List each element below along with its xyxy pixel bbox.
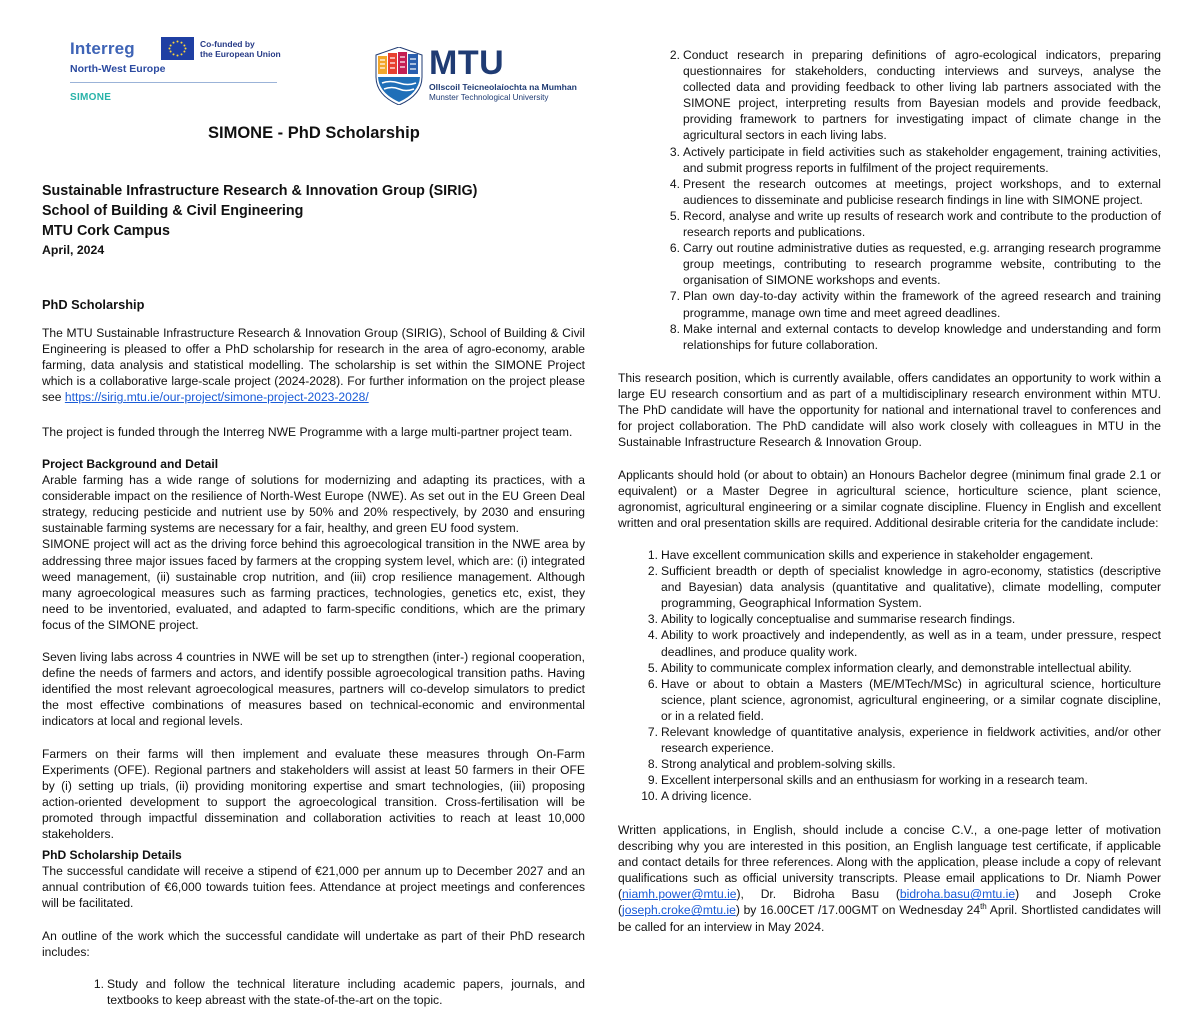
details-paragraph: The successful candidate will receive a stipend of €21,000 per annum up to December 2027 and an annual contribution of €6,000 towards tuition fees. Attendance at project meetings and conferences will be facilitated.	[42, 864, 585, 911]
email-link-niamh[interactable]: niamh.power@mtu.ie	[622, 887, 737, 902]
eu-flag-icon	[161, 37, 194, 60]
position-paragraph: This research position, which is currently available, offers candidates an opportunity to work within a large EU research consortium and as part of a multidisciplinary research environment within MTU. The PhD candidate will have the opportunity for national and international travel to conferences and for project collaboration. The PhD candidate will also work closely with colleagues in MTU in the Sustainable Infrastructure Research & Innovation Group.	[618, 371, 1161, 450]
mtu-shield-icon	[374, 47, 424, 105]
document-date: April, 2024	[42, 243, 105, 257]
farmers-paragraph: Farmers on their farms will then implement and evaluate these measures through On-Farm Experiments (OFE). Regional partners and stakeholders will assist at least 50 farmers in their OFE by (i) setting up trials, (ii) providing monitoring expertise and smart technologies, (iii) proposing action-oriented development to support the agroecological transition. Cross-fertilisation will be promoted through impactful dissemination and collaboration activities to reach at least 10,000 stakeholders.	[42, 747, 585, 842]
logo-divider	[70, 82, 277, 83]
document-title: SIMONE - PhD Scholarship	[208, 124, 420, 142]
list-item: 7. Plan own day-to-day activity within the framework of the agreed research and training programme, manage own time and meet agreed deadlines.	[669, 289, 1161, 320]
list-item: 10. A driving licence.	[641, 789, 752, 804]
list-item: 1. Study and follow the technical literature including academic papers, journals, and textbooks to keep abreast with the state-of-the-art on the topic.	[93, 977, 585, 1008]
intro-paragraph	[42, 325, 585, 405]
list-item: 5. Ability to communicate complex information clearly, and demonstrable intellectual ability.	[647, 660, 1132, 675]
applicants-paragraph: Applicants should hold (or about to obtain) an Honours Bachelor degree (minimum final grade 2.1 or equivalent) or a Master Degree in agricultural science, horticulture science, plant science, agronomist, agricultural engineering or a similar cognate discipline. Fluency in English and excellent written and oral presentation skills are required. Additional desirable criteria for the candidate include:	[618, 468, 1161, 531]
interreg-wordmark: Interreg	[70, 39, 135, 58]
list-item: 3. Ability to logically conceptualise and summarise research findings.	[647, 612, 1016, 627]
intro-text: The MTU Sustainable Infrastructure Research & Innovation Group (SIRIG), School of Building & Civil Engineering is pleased to offer a PhD scholarship for research in the area of agro-economy, arable farming, data analysis and statistical modelling. The scholarship is set within the SIMONE Project which is a collaborative large-scale project (2024-2028). For further information on the project please see	[42, 326, 585, 405]
list-item: 8. Make internal and external contacts to develop knowledge and understanding and form relationships for future collaboration.	[669, 321, 1161, 352]
list-item: 4. Present the research outcomes at meetings, project workshops, and to external audiences to disseminate and publicise research findings in line with SIMONE project.	[669, 176, 1161, 207]
outline-paragraph: An outline of the work which the successful candidate will undertake as part of their PhD research includes:	[42, 929, 585, 960]
funding-paragraph: The project is funded through the Interreg NWE Programme with a large multi-partner project team.	[42, 425, 573, 439]
background-paragraph: SIMONE project will act as the driving force behind this agroecological transition in the NWE area by addressing three major issues faced by farmers at the cropping system level, which are: (i) integrated weed management, (ii) sustainable crop nutrition, and (iii) crop resilience management. Although many agroecological measures such as farming practices, technologies, genetics etc, exist, they need to be inventoried, evaluated, and adapted to farm-specific conditions, which are the primary focus of the SIMONE project.	[42, 537, 585, 632]
project-link[interactable]: https://sirig.mtu.ie/our-project/simone-project-2023-2028/	[64, 390, 369, 405]
mtu-english-name: Munster Technological University	[429, 93, 549, 102]
eu-cofunded-text: Co-funded by the European Union	[200, 39, 281, 59]
background-heading: Project Background and Detail	[42, 457, 219, 471]
simone-wordmark: SIMONE	[70, 92, 112, 103]
details-heading: PhD Scholarship Details	[42, 848, 182, 862]
interreg-logo	[70, 36, 280, 106]
mtu-irish-name: Ollscoil Teicneolaíochta na Mumhan	[429, 82, 577, 92]
mtu-logo	[374, 44, 577, 105]
list-item: 5. Record, analyse and write up results of research work and contribute to the production of research reports and publications.	[669, 208, 1161, 240]
list-item: 4. Ability to work proactively and independently, as well as in a team, under pressure, respect deadlines, and produce quality work.	[647, 628, 1161, 659]
email-link-joseph[interactable]: joseph.croke@mtu.ie	[622, 903, 736, 918]
list-item: 1. Have excellent communication skills and experience in stakeholder engagement.	[647, 548, 1094, 562]
list-item: 7. Relevant knowledge of quantitative analysis, experience in fieldwork activities, and/or other research experience.	[647, 725, 1161, 756]
list-item: 3. Actively participate in field activities such as stakeholder engagement, training activities, and submit progress reports in fulfilment of the project requirements.	[669, 144, 1161, 175]
criteria-list	[641, 547, 1161, 805]
mtu-wordmark: MTU	[429, 44, 505, 82]
header-line: School of Building & Civil Engineering	[42, 203, 304, 219]
list-item: 9. Excellent interpersonal skills and an enthusiasm for working in a research team.	[647, 773, 1088, 788]
work-list-part-1	[93, 976, 585, 1008]
header-line: Sustainable Infrastructure Research & Innovation Group (SIRIG)	[42, 183, 478, 199]
list-item: 2. Sufficient breadth or depth of specialist knowledge in agro-economy, statistics (descriptive and Bayesian) data analysis (quantitative and qualitative), climate modelling, computer programming, Geographical Information System.	[647, 564, 1161, 611]
living-labs-paragraph: Seven living labs across 4 countries in NWE will be set up to strengthen (inter-) regional cooperation, define the needs of farmers and actors, and identify possible agroecological transition paths. Having identified the most relevant agroecological measures, partners will co-develop simulators to predict the most effective combinations of measures based on technical-economic and environmental indicators at local and regional levels.	[42, 650, 585, 729]
email-link-bidroha[interactable]: bidroha.basu@mtu.ie	[899, 887, 1016, 902]
application-paragraph: Written applications, in English, should include a concise C.V., a one-page letter of motivation describing why you are interested in this position, an English language test certificate, if applicable and contact details for three references. Along with the application, please include a copy of relevant qualifications such as official university transcripts. Please email applications to Dr. Niamh Power (niamh.power@mtu.ie), Dr. Bidroha Basu (bidroha.basu@mtu.ie) and Joseph Croke (joseph.croke@mtu.ie) by 16.00CET /17.00GMT on Wednesday 24th April. Shortlisted candidates will be called for an interview in May 2024.	[618, 823, 1162, 934]
phd-heading: PhD Scholarship	[42, 297, 145, 312]
work-list-part-2	[669, 47, 1161, 353]
background-section	[42, 456, 585, 633]
header-line: MTU Cork Campus	[42, 223, 170, 239]
header-block	[42, 181, 585, 259]
nwe-region-text: North-West Europe	[70, 63, 166, 75]
list-item: 6. Have or about to obtain a Masters (ME/MTech/MSc) in agricultural science, horticulture science, plant science, agronomist, agricultural engineering, or a similar cognate discipline, or in a related field.	[647, 676, 1161, 723]
background-paragraph: Arable farming has a wide range of solutions for modernizing and adapting its practices, with a considerable impact on the resilience of North-West Europe (NWE). As set out in the EU Green Deal strategy, reducing pesticide and nutrient use by 50% and 20% respectively, by 2030 and ensuring sustainable farming systems are necessary for a fair, healthy, and green EU food system.	[42, 473, 585, 536]
list-item: 2. Conduct research in preparing definitions of agro-ecological indicators, preparing questionnaires for stakeholders, conducting interviews and surveys, analyse the collected data and providing feedback to other living lab partners associated with the SIMONE project, interpreting results from Bayesian models and provide feedback, providing framework to partners for investigating impact of climate change in the agricultural sectors in each living labs.	[669, 48, 1161, 143]
list-item: 6. Carry out routine administrative duties as requested, e.g. arranging research programme group meetings, contributing to research programme website, contributing to the organisation of SIMONE workshops and events.	[669, 241, 1161, 288]
details-section	[42, 847, 585, 911]
list-item: 8. Strong analytical and problem-solving skills.	[647, 757, 896, 772]
